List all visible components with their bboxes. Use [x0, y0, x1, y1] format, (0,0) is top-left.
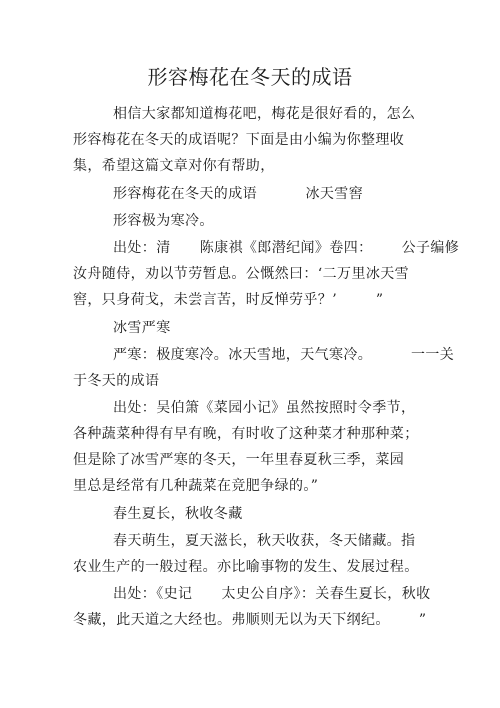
- section-heading: 冰雪严寒: [113, 320, 171, 336]
- paragraph-line: 农业生产的一般过程。亦比喻事物的发生、发展过程。: [73, 559, 419, 575]
- paragraph-line: 形容极为寒冷。: [113, 213, 214, 229]
- paragraph-line: 冬藏，此天道之大经也。弗顺则无以为天下纲纪。 ”: [73, 612, 427, 628]
- section-heading: 形容梅花在冬天的成语 冰天雪窖: [113, 186, 364, 202]
- paragraph-line: 出处：吴伯箫《菜园小记》虽然按照时令季节，: [113, 400, 416, 416]
- paragraph-line: 但是除了冰雪严寒的冬天，一年里春夏秋三季，菜园: [73, 452, 405, 468]
- paragraph-line: 里总是经常有几种蔬菜在竞肥争绿的。”: [73, 478, 319, 494]
- paragraph-line: 各种蔬菜种得有早有晚，有时收了这种菜才种那种菜；: [73, 426, 419, 442]
- document-title: 形容梅花在冬天的成语: [147, 65, 353, 89]
- paragraph-line: 窖，只身荷戈，未尝言苦，时反惮劳乎？’ ”: [73, 292, 384, 308]
- paragraph-line: 形容梅花在冬天的成语呢？下面是由小编为你整理收: [73, 132, 405, 148]
- paragraph-line: 严寒：极度寒冷。冰天雪地，天气寒冷。 一一关: [113, 347, 455, 363]
- paragraph-line: 相信大家都知道梅花吧，梅花是很好看的，怎么: [113, 106, 416, 122]
- paragraph-line: 出处：《史记 太史公自序》：关春生夏长，秋收: [113, 586, 431, 602]
- paragraph-line: 汝舟随侍，劝以节劳暂息。公慨然曰：‘二万里冰天雪: [73, 266, 410, 282]
- paragraph-line: 出处：清 陈康祺《郎潜纪闻》卷四： 公子编修: [113, 240, 460, 256]
- paragraph-line: 春天萌生，夏天滋长，秋天收获，冬天储藏。指: [113, 533, 416, 549]
- section-heading: 春生夏长，秋收冬藏: [113, 506, 243, 522]
- paragraph-line: 集，希望这篇文章对你有帮助，: [73, 158, 275, 174]
- paragraph-line: 于冬天的成语: [73, 373, 160, 389]
